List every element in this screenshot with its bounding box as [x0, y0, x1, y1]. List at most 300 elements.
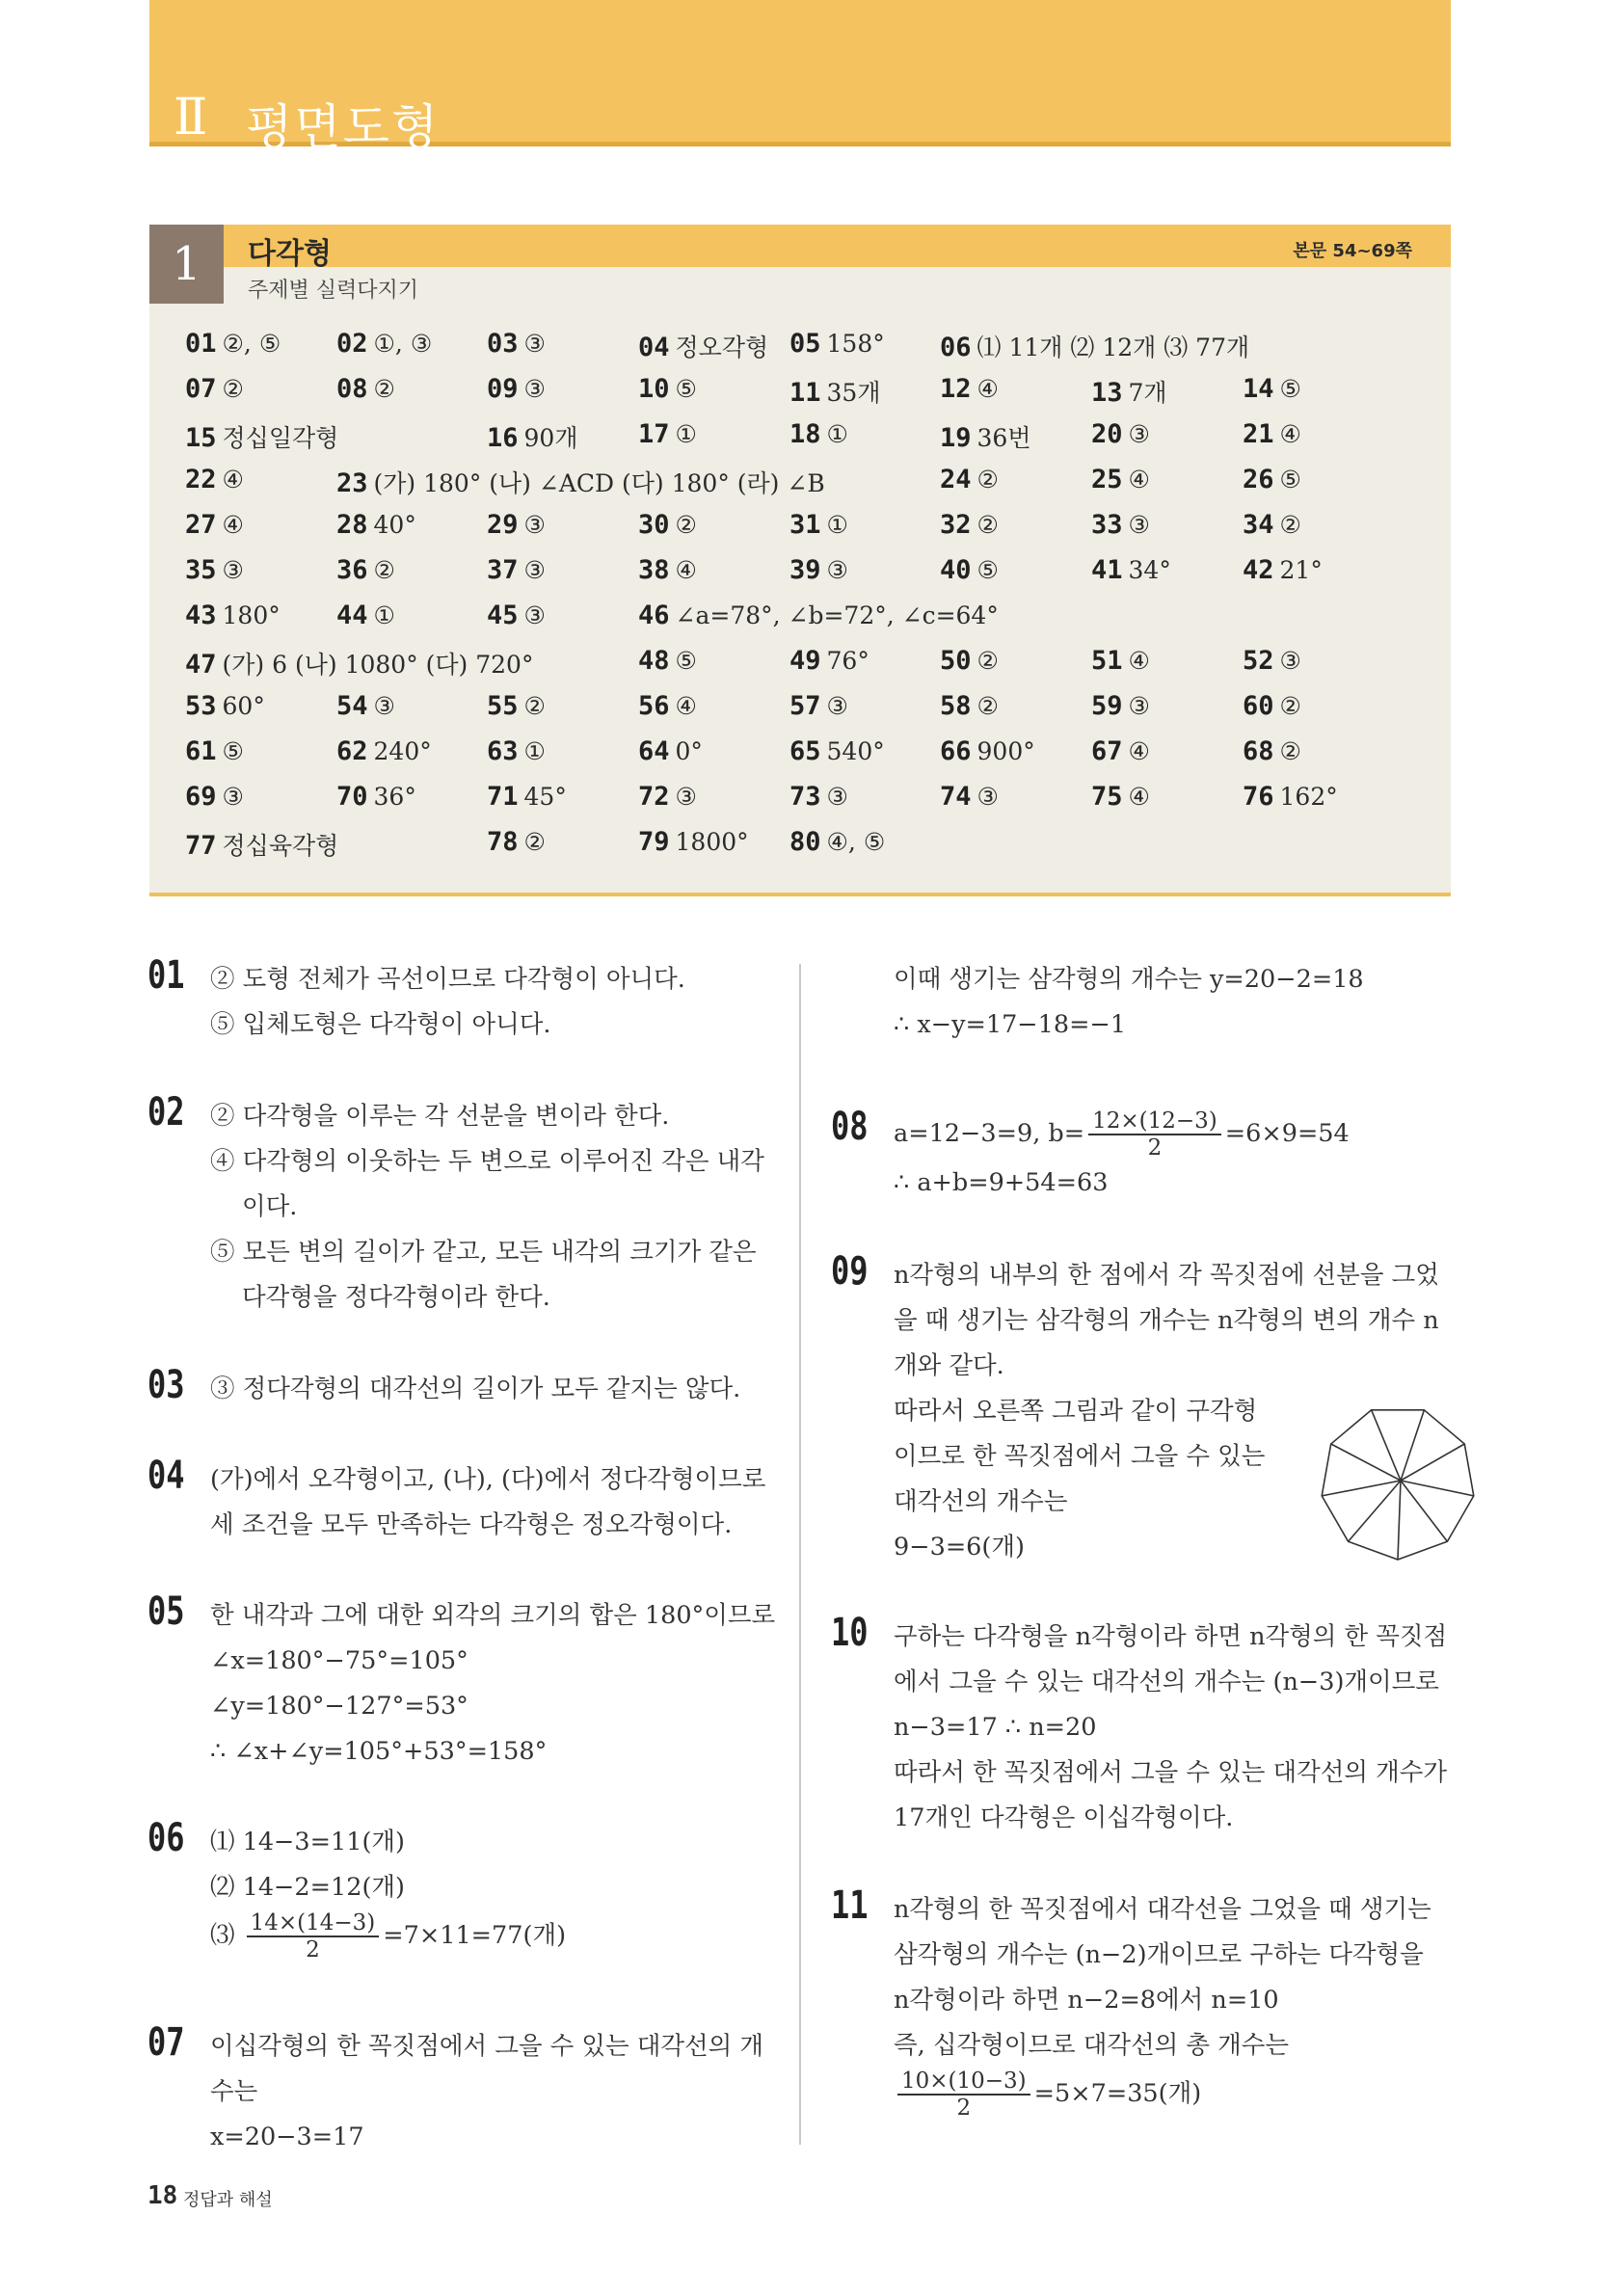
answer-row — [185, 691, 1438, 736]
answer-row — [185, 555, 1438, 601]
answer-number: 64 — [638, 736, 670, 766]
answer-number: 79 — [638, 827, 670, 857]
column-divider — [799, 964, 801, 2145]
fraction: $\frac{12\times(12-3)}{2}$ — [1088, 1108, 1221, 1161]
answer-number: 51 — [1091, 646, 1123, 676]
answer-number: 73 — [789, 782, 821, 812]
answer-value: ③ — [826, 692, 848, 720]
solution-line: ④ 다각형의 이웃하는 두 변으로 이루어진 각은 내각 — [210, 1147, 764, 1176]
problem-number: 02 — [147, 1090, 185, 1135]
answer-item — [336, 510, 416, 540]
answer-value: ① — [826, 420, 848, 448]
section-number: 1 — [149, 225, 224, 304]
answer-value: 900° — [976, 737, 1035, 765]
section-title: 다각형 — [248, 237, 332, 271]
answer-number: 12 — [940, 374, 972, 404]
problem-number: 05 — [147, 1589, 185, 1634]
answer-item — [789, 510, 848, 540]
answer-value: ② — [1279, 511, 1301, 539]
solution-line: 따라서 오른쪽 그림과 같이 구각형 — [894, 1397, 1258, 1426]
answer-number: 52 — [1243, 646, 1274, 676]
answer-item — [789, 374, 880, 409]
answer-value: ② — [373, 556, 395, 584]
answer-item — [487, 691, 546, 721]
answer-item — [940, 736, 1035, 766]
answer-row — [185, 329, 1438, 374]
answer-item — [638, 329, 768, 363]
problem-number: 11 — [831, 1883, 869, 1928]
answer-item — [638, 691, 697, 721]
answer-value: ③ — [976, 783, 999, 811]
answer-number: 36 — [336, 555, 368, 585]
solution-line: 따라서 한 꼭짓점에서 그을 수 있는 대각선의 개수가 — [894, 1758, 1448, 1787]
answer-number: 05 — [789, 329, 821, 359]
section-header — [149, 225, 1451, 267]
answer-number: 34 — [1243, 510, 1274, 540]
answer-item — [185, 782, 244, 812]
solution-line: ② 다각형을 이루는 각 선분을 변이라 한다. — [210, 1102, 670, 1131]
answer-item — [487, 827, 546, 857]
answer-number: 44 — [336, 601, 368, 630]
answer-value: ③ — [523, 556, 546, 584]
answer-item — [185, 646, 533, 681]
page-number: 18 — [147, 2181, 178, 2210]
answer-item — [336, 782, 416, 812]
answer-value: ③ — [826, 556, 848, 584]
solution-line: $\frac{10\times(10-3)}{2}$ =5×7=35(개) — [894, 2069, 1431, 2121]
answer-item — [940, 646, 999, 676]
answer-value: ② — [976, 511, 999, 539]
answer-item — [185, 601, 281, 630]
answer-value: ① — [675, 420, 697, 448]
answer-item — [940, 691, 999, 721]
problem-number: 06 — [147, 1816, 185, 1860]
answer-value: ③ — [826, 783, 848, 811]
solution-line: ⑴ 14−3=11(개) — [210, 1828, 405, 1856]
answer-item — [185, 329, 281, 359]
answer-value: ⑤ — [976, 556, 999, 584]
answer-number: 49 — [789, 646, 821, 676]
answer-value: ② — [976, 647, 999, 675]
answer-item — [487, 329, 546, 359]
answer-value: ① — [373, 601, 395, 629]
solution-line: 수는 — [210, 2077, 258, 2106]
answer-number: 09 — [487, 374, 519, 404]
answer-item — [1243, 555, 1323, 585]
answer-value: 21° — [1279, 556, 1323, 584]
answer-item — [638, 782, 697, 812]
solution-line: ⑤ 모든 변의 길이가 같고, 모든 내각의 크기가 같은 — [210, 1238, 757, 1267]
solution-line: ∴ ∠x+∠y=105°+53°=158° — [210, 1737, 548, 1766]
answer-number: 43 — [185, 601, 217, 630]
answer-value: ④ — [1279, 420, 1301, 448]
answer-item — [1091, 419, 1150, 449]
solution-line: 이때 생기는 삼각형의 개수는 y=20−2=18 — [894, 965, 1364, 994]
nonagon-segment — [1372, 1410, 1401, 1481]
answer-item — [1243, 782, 1338, 812]
solution-line: ② 도형 전체가 곡선이므로 다각형이 아니다. — [210, 965, 685, 994]
answer-value: ④ — [675, 556, 697, 584]
answer-value: ①, ③ — [373, 330, 433, 358]
answer-item — [336, 329, 432, 359]
answer-value: 0° — [675, 737, 703, 765]
answer-value: 7개 — [1128, 379, 1167, 407]
solution-line: n각형이라 하면 n−2=8에서 n=10 — [894, 1986, 1279, 2015]
answer-item — [487, 419, 577, 454]
answer-value: ④ — [675, 692, 697, 720]
answer-value: 60° — [222, 692, 265, 720]
solution-line: 다각형을 정다각형이라 한다. — [242, 1283, 550, 1312]
answer-number: 28 — [336, 510, 368, 540]
answer-item — [638, 601, 999, 630]
answer-number: 76 — [1243, 782, 1274, 812]
solution-line: 한 내각과 그에 대한 외각의 크기의 합은 180°이므로 — [210, 1601, 776, 1630]
solution-line: a=12−3=9, b= $\frac{12\times(12-3)}{2}$ =6×9=54 — [894, 1108, 1350, 1161]
answer-grid — [185, 329, 1438, 872]
answer-key-panel — [149, 225, 1451, 896]
answer-number: 40 — [940, 555, 972, 585]
solution-line: 이십각형의 한 꼭짓점에서 그을 수 있는 대각선의 개 — [210, 2032, 764, 2061]
solution-line: 즉, 십각형이므로 대각선의 총 개수는 — [894, 2031, 1290, 2060]
answer-value: 정오각형 — [675, 334, 769, 361]
answer-item — [185, 555, 244, 585]
answer-value: ⑴ 11개 ⑵ 12개 ⑶ 77개 — [976, 334, 1250, 361]
answer-number: 32 — [940, 510, 972, 540]
answer-number: 20 — [1091, 419, 1123, 449]
answer-item — [789, 827, 885, 857]
answer-item — [336, 691, 395, 721]
answer-item — [185, 419, 338, 454]
answer-item — [1091, 374, 1167, 409]
answer-item — [940, 555, 999, 585]
solution-line: 이다. — [242, 1192, 298, 1221]
problem-number: 07 — [147, 2020, 185, 2065]
section-subtitle: 주제별 실력다지기 — [248, 279, 419, 303]
answer-number: 70 — [336, 782, 368, 812]
answer-number: 27 — [185, 510, 217, 540]
solution-line: ⑵ 14−2=12(개) — [210, 1873, 405, 1902]
answer-value: ②, ⑤ — [222, 330, 281, 358]
chapter-number: Ⅱ — [174, 89, 208, 147]
answer-value: ③ — [523, 330, 546, 358]
answer-number: 65 — [789, 736, 821, 766]
answer-value: ② — [523, 828, 546, 856]
answer-value: ④ — [1128, 783, 1150, 811]
solution-line: x=20−3=17 — [210, 2122, 364, 2151]
answer-item — [940, 419, 1030, 454]
answer-item — [789, 329, 885, 359]
answer-item — [1091, 555, 1171, 585]
answer-value: 34° — [1128, 556, 1171, 584]
answer-item — [1243, 691, 1301, 721]
answer-number: 38 — [638, 555, 670, 585]
answer-row — [185, 510, 1438, 555]
answer-item — [789, 782, 848, 812]
answer-number: 11 — [789, 378, 821, 408]
answer-number: 31 — [789, 510, 821, 540]
answer-number: 15 — [185, 423, 217, 453]
solution-line: ∠y=180°−127°=53° — [210, 1692, 468, 1721]
answer-item — [638, 736, 703, 766]
answer-item — [1243, 465, 1301, 494]
answer-value: ⑤ — [675, 647, 697, 675]
answer-item — [487, 510, 546, 540]
answer-value: 158° — [826, 330, 885, 358]
answer-number: 41 — [1091, 555, 1123, 585]
answer-item — [638, 419, 697, 449]
answer-number: 58 — [940, 691, 972, 721]
answer-number: 29 — [487, 510, 519, 540]
answer-number: 61 — [185, 736, 217, 766]
answer-value: 180° — [222, 601, 281, 629]
solution-line: 9−3=6(개) — [894, 1533, 1025, 1562]
problem-number: 04 — [147, 1454, 185, 1498]
answer-number: 39 — [789, 555, 821, 585]
answer-item — [789, 691, 848, 721]
answer-value: 240° — [373, 737, 432, 765]
answer-number: 30 — [638, 510, 670, 540]
answer-number: 77 — [185, 831, 217, 861]
answer-item — [185, 736, 244, 766]
answer-number: 25 — [1091, 465, 1123, 494]
answer-number: 71 — [487, 782, 519, 812]
answer-item — [1091, 782, 1150, 812]
answer-number: 18 — [789, 419, 821, 449]
answer-item — [336, 465, 825, 499]
nonagon-figure — [1306, 1398, 1489, 1562]
answer-item — [185, 465, 244, 494]
answer-item — [940, 329, 1249, 363]
answer-item — [1243, 736, 1301, 766]
answer-value: ② — [523, 692, 546, 720]
answer-item — [1091, 691, 1150, 721]
answer-value: ④ — [1128, 466, 1150, 494]
answer-number: 72 — [638, 782, 670, 812]
fraction: $\frac{14\times(14-3)}{2}$ — [247, 1910, 380, 1962]
chapter-title: 평면도형 — [246, 99, 441, 155]
answer-value: ③ — [222, 783, 244, 811]
answer-value: ③ — [523, 375, 546, 403]
answer-item — [487, 555, 546, 585]
answer-value: (가) 6 (나) 1080° (다) 720° — [222, 651, 534, 679]
solution-line: 에서 그을 수 있는 대각선의 개수는 (n−3)개이므로 — [894, 1668, 1439, 1696]
answer-value: ② — [1279, 692, 1301, 720]
answer-number: 14 — [1243, 374, 1274, 404]
answer-number: 45 — [487, 601, 519, 630]
answer-number: 13 — [1091, 378, 1123, 408]
answer-number: 26 — [1243, 465, 1274, 494]
solution-line: n−3=17 ∴ n=20 — [894, 1713, 1097, 1742]
answer-value: ⑤ — [675, 375, 697, 403]
solution-line: 구하는 다각형을 n각형이라 하면 n각형의 한 꼭짓점 — [894, 1622, 1448, 1651]
solution-line: ∴ x−y=17−18=−1 — [894, 1010, 1127, 1039]
answer-item — [487, 374, 546, 404]
answer-row — [185, 419, 1438, 465]
answer-value: ③ — [1128, 511, 1150, 539]
solution-line: 개와 같다. — [894, 1351, 1004, 1380]
answer-number: 46 — [638, 601, 670, 630]
answer-number: 56 — [638, 691, 670, 721]
answer-value: 90개 — [523, 424, 578, 452]
answer-item — [1243, 419, 1301, 449]
fraction: $\frac{10\times(10-3)}{2}$ — [897, 2069, 1030, 2121]
answer-value: ④, ⑤ — [826, 828, 886, 856]
answer-value: ③ — [1128, 692, 1150, 720]
answer-number: 67 — [1091, 736, 1123, 766]
answer-value: ④ — [222, 466, 244, 494]
answer-item — [1091, 736, 1150, 766]
solution-line: 세 조건을 모두 만족하는 다각형은 정오각형이다. — [210, 1510, 733, 1539]
answer-value: 36° — [373, 783, 416, 811]
answer-number: 55 — [487, 691, 519, 721]
answer-value: (가) 180° (나) ∠ACD (다) 180° (라) ∠B — [373, 469, 825, 497]
answer-value: ③ — [373, 692, 395, 720]
answer-item — [1243, 510, 1301, 540]
solution-line: (가)에서 오각형이고, (나), (다)에서 정다각형이므로 — [210, 1465, 766, 1494]
answer-value: 40° — [373, 511, 416, 539]
chapter-header — [149, 0, 1451, 155]
answer-number: 74 — [940, 782, 972, 812]
answer-value: ③ — [675, 783, 697, 811]
solution-line: 17개인 다각형은 이십각형이다. — [894, 1803, 1234, 1832]
problem-number: 08 — [831, 1105, 869, 1149]
answer-row — [185, 601, 1438, 646]
answer-value: ⑤ — [1279, 375, 1301, 403]
answer-number: 59 — [1091, 691, 1123, 721]
answer-item — [638, 646, 697, 676]
answer-number: 08 — [336, 374, 368, 404]
answer-number: 21 — [1243, 419, 1274, 449]
problem-number: 01 — [147, 953, 185, 998]
answer-item — [1091, 465, 1150, 494]
nonagon-segment — [1401, 1481, 1474, 1496]
answer-number: 68 — [1243, 736, 1274, 766]
answer-number: 78 — [487, 827, 519, 857]
answer-value: ② — [373, 375, 395, 403]
answer-value: ② — [222, 375, 244, 403]
answer-item — [940, 465, 999, 494]
answer-number: 33 — [1091, 510, 1123, 540]
answer-item — [185, 691, 265, 721]
answer-item — [487, 601, 546, 630]
solution-line: n각형의 한 꼭짓점에서 대각선을 그었을 때 생기는 — [894, 1895, 1431, 1924]
answer-value: 162° — [1279, 783, 1338, 811]
answer-number: 53 — [185, 691, 217, 721]
answer-value: ③ — [523, 511, 546, 539]
answer-number: 50 — [940, 646, 972, 676]
answer-value: ⑤ — [1279, 466, 1301, 494]
answer-item — [789, 736, 885, 766]
answer-item — [638, 827, 749, 857]
answer-number: 22 — [185, 465, 217, 494]
answer-value: ④ — [1128, 647, 1150, 675]
answer-number: 07 — [185, 374, 217, 404]
answer-number: 69 — [185, 782, 217, 812]
answer-number: 23 — [336, 468, 368, 498]
answer-value: ⑤ — [222, 737, 244, 765]
answer-number: 02 — [336, 329, 368, 359]
answer-number: 19 — [940, 423, 972, 453]
answer-row — [185, 736, 1438, 782]
answer-value: 36번 — [976, 424, 1031, 452]
answer-item — [638, 510, 697, 540]
answer-number: 24 — [940, 465, 972, 494]
answer-number: 57 — [789, 691, 821, 721]
problem-number: 03 — [147, 1363, 185, 1407]
answer-value: ④ — [1128, 737, 1150, 765]
answer-item — [487, 736, 546, 766]
answer-number: 03 — [487, 329, 519, 359]
answer-value: ④ — [222, 511, 244, 539]
answer-value: ② — [976, 466, 999, 494]
solution-line: 삼각형의 개수는 (n−2)개이므로 구하는 다각형을 — [894, 1940, 1424, 1969]
answer-number: 60 — [1243, 691, 1274, 721]
answer-value: ① — [523, 737, 546, 765]
solution-line: 대각선의 개수는 — [894, 1487, 1068, 1516]
answer-number: 16 — [487, 423, 519, 453]
solution-line: ⑶ $\frac{14\times(14-3)}{2}$ =7×11=77(개) — [210, 1910, 567, 1962]
answer-item — [940, 374, 999, 404]
solution-line: 을 때 생기는 삼각형의 개수는 n각형의 변의 개수 n — [894, 1306, 1439, 1335]
footer-label: 정답과 해설 — [183, 2190, 273, 2210]
answer-number: 01 — [185, 329, 217, 359]
answer-item — [1243, 374, 1301, 404]
answer-row — [185, 827, 1438, 872]
answer-row — [185, 374, 1438, 419]
solution-line: 이므로 한 꼭짓점에서 그을 수 있는 — [894, 1442, 1266, 1471]
answer-number: 37 — [487, 555, 519, 585]
answer-value: ② — [1279, 737, 1301, 765]
answer-item — [336, 555, 395, 585]
answer-row — [185, 782, 1438, 827]
answer-value: 35개 — [826, 379, 881, 407]
solution-line: ∴ a+b=9+54=63 — [894, 1168, 1109, 1197]
answer-item — [185, 374, 244, 404]
answer-value: 정십일각형 — [222, 424, 339, 452]
answer-value: ① — [826, 511, 848, 539]
answer-number: 10 — [638, 374, 670, 404]
answer-row — [185, 646, 1438, 691]
answer-number: 06 — [940, 333, 972, 362]
answer-item — [789, 646, 869, 676]
nonagon-segment — [1401, 1481, 1447, 1541]
answer-value: 76° — [826, 647, 869, 675]
answer-number: 17 — [638, 419, 670, 449]
problem-number: 10 — [831, 1611, 869, 1655]
answer-number: 04 — [638, 333, 670, 362]
answer-value: ② — [976, 692, 999, 720]
solution-line: ③ 정다각형의 대각선의 길이가 모두 같지는 않다. — [210, 1375, 741, 1403]
answer-value: 정십육각형 — [222, 832, 339, 860]
answer-value: ③ — [1279, 647, 1301, 675]
nonagon-segment — [1398, 1481, 1401, 1560]
answer-item — [940, 510, 999, 540]
answer-item — [185, 827, 338, 862]
answer-number: 42 — [1243, 555, 1274, 585]
answer-item — [336, 601, 395, 630]
answer-item — [336, 736, 432, 766]
answer-value: ④ — [976, 375, 999, 403]
answer-item — [789, 419, 848, 449]
answer-value: ③ — [222, 556, 244, 584]
answer-value: 45° — [523, 783, 567, 811]
section-pages: 본문 54~69쪽 — [1293, 241, 1412, 261]
answer-item — [1091, 646, 1150, 676]
answer-number: 75 — [1091, 782, 1123, 812]
solution-line: ∠x=180°−75°=105° — [210, 1646, 468, 1675]
answer-value: ② — [675, 511, 697, 539]
answer-number: 66 — [940, 736, 972, 766]
